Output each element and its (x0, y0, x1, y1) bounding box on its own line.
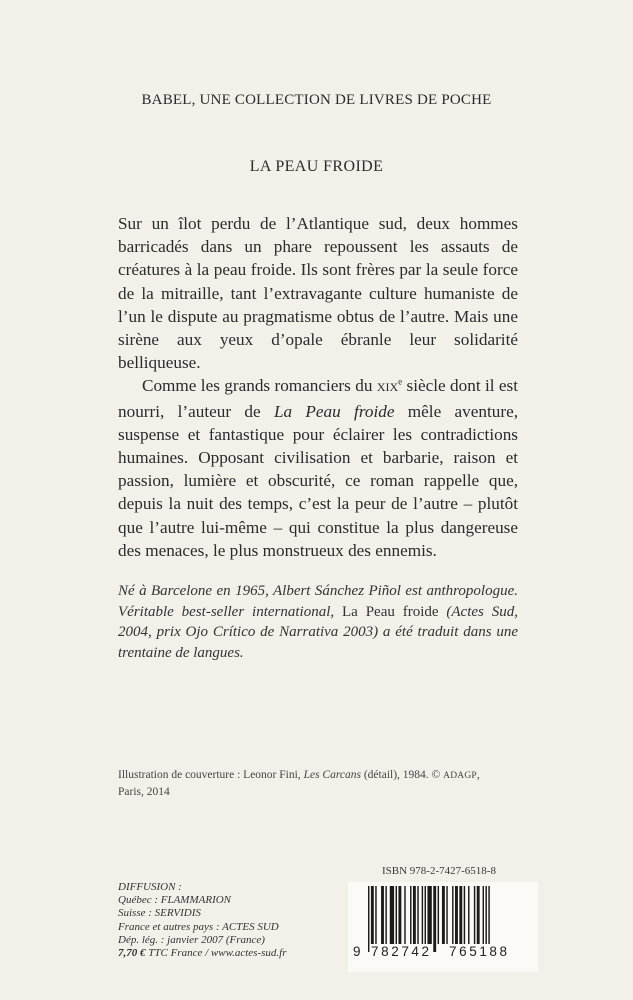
barcode-bar-16 (438, 886, 439, 944)
barcode-bar-14 (427, 886, 431, 952)
diffusion-suisse: Suisse : SERVIDIS (118, 907, 201, 920)
barcode-bar-17 (442, 886, 445, 944)
barcode-bar-21 (459, 886, 462, 944)
legal-deposit: Dép. lég. : janvier 2007 (France) (118, 933, 265, 946)
author-note-part-a: Né à Barcelone en 1965, Albert Sánchez Piñol est anthropologue. Véritable best-seller international, (118, 583, 518, 620)
blurb-p2-part-a: Comme les grands romanciers du (142, 376, 377, 396)
credit-line-2: Paris, 2014 (118, 786, 170, 798)
barcode-bar-28 (488, 886, 489, 952)
barcode-digits (348, 944, 538, 964)
barcode-bar-12 (422, 886, 423, 944)
barcode-bar-5 (390, 886, 394, 944)
barcode-bar-4 (385, 886, 386, 944)
barcode-bar-24 (474, 886, 475, 944)
barcode-first-digit: 9 (353, 944, 361, 959)
barcode-bar-18 (446, 886, 447, 944)
barcode-bar-11 (417, 886, 418, 944)
credit-agency: ADAGP (443, 771, 477, 781)
barcode-bar-23 (468, 886, 469, 944)
blurb-p2-part-b: siècle dont il est nourri, l’auteur de (118, 376, 518, 421)
diffusion-france: France et autres pays : ACTES SUD (118, 920, 279, 933)
barcode-bar-1 (371, 886, 374, 952)
barcode-bar-3 (381, 886, 384, 944)
cover-credit (118, 767, 538, 800)
barcode-bar-6 (396, 886, 397, 944)
barcode-bar-25 (477, 886, 480, 944)
barcode-bar-0 (368, 886, 369, 952)
blurb-paragraph-1: Sur un îlot perdu de l’Atlantique sud, deux hommes barricadés dans un phare repoussent les assauts de créatures à la peau froide. Ils sont frères par la seule force de la mitraille, tant l’extravagante culture humaniste de l’un le dispute au pragmatisme obtus de l’autre. Mais une sirène aux yeux d’opale ébranle leur solidarité belliqueuse. (118, 214, 518, 373)
barcode-left-group: 782742 (371, 944, 432, 959)
diffusion-quebec: Québec : FLAMMARION (118, 894, 232, 907)
barcode-bar-13 (425, 886, 426, 944)
credit-work-title: Les Carcans (303, 769, 361, 781)
price: 7,70 € (118, 947, 146, 960)
barcode-right-group: 765188 (449, 944, 510, 959)
credit-part-a: Illustration de couverture : Leonor Fini, (118, 769, 304, 781)
barcode-bar-20 (455, 886, 458, 944)
credit-part-b: (détail), 1984. © (360, 769, 444, 781)
barcode-bar-9 (410, 886, 411, 944)
century-superscript: e (398, 376, 403, 387)
barcode-bar-10 (413, 886, 416, 944)
barcode-bar-7 (398, 886, 401, 944)
barcode-bar-15 (433, 886, 436, 952)
book-title: LA PEAU FROIDE (249, 158, 384, 175)
barcode-bar-22 (464, 886, 465, 944)
blurb-paragraph-2 (118, 374, 518, 562)
credit-part-c: , (476, 769, 480, 781)
blurb-book-title: La Peau froide (273, 401, 395, 421)
collection-line: BABEL, UNE COLLECTION DE LIVRES DE POCHE (141, 92, 492, 108)
author-note-book-title: La Peau froide (342, 603, 439, 620)
barcode (348, 882, 538, 972)
price-line (118, 947, 286, 960)
author-note (118, 581, 518, 663)
author-note-part-b: (Actes Sud, 2004, prix Ojo Crítico de Narrativa 2003) a été traduit dans une trentaine de langues. (118, 603, 518, 661)
barcode-bar-26 (483, 886, 484, 944)
price-details: TTC France / www.actes-sud.fr (145, 947, 287, 960)
barcode-bar-8 (404, 886, 405, 944)
barcode-bar-19 (452, 886, 453, 944)
blurb (118, 212, 518, 562)
isbn-label: ISBN 978-2-7427-6518-8 (382, 865, 496, 877)
barcode-bar-27 (485, 886, 486, 952)
century-numeral: XIX (376, 380, 399, 395)
diffusion-block (118, 881, 286, 960)
blurb-p2-part-c: mêle aventure, suspense et fantastique pour éclairer les contradictions humaines. Opposant civilisation et barbarie, raison et passion, lumière et obscurité, ce roman rappelle que, depuis la nuit des temps, c’est la peur de l’autre – plutôt que l’autre lui-même – qui constitue la plus dangereuse des menaces, le plus monstrueux des ennemis. (118, 401, 518, 560)
diffusion-heading: DIFFUSION : (118, 881, 182, 893)
barcode-bar-2 (375, 886, 376, 944)
